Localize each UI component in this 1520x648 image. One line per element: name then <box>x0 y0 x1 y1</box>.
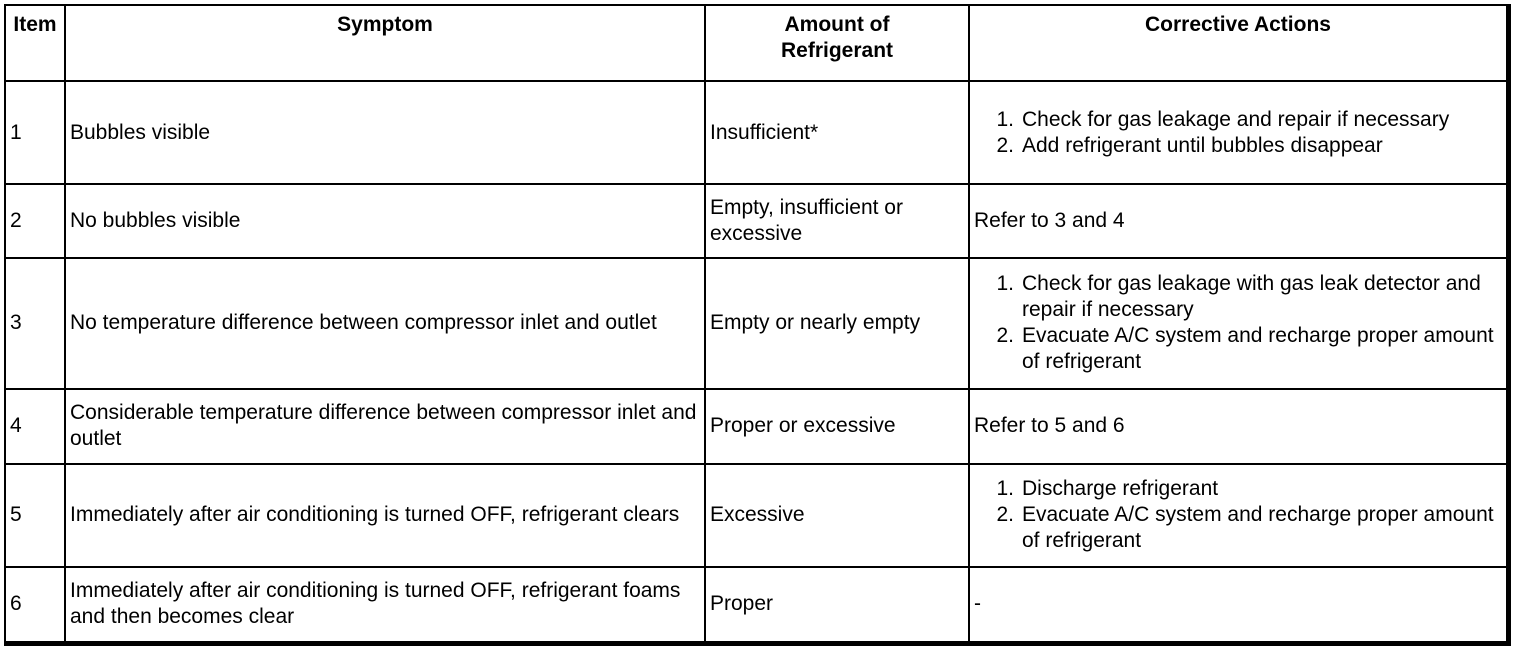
action-step <box>974 323 1502 375</box>
cell-item: 2 <box>6 184 65 258</box>
table-header-row <box>6 6 1506 81</box>
cell-amount: Empty or nearly empty <box>705 258 969 389</box>
table-row <box>6 258 1506 389</box>
step-number: 2. <box>996 133 1014 157</box>
action-step <box>974 107 1502 133</box>
cell-amount: Proper <box>705 567 969 641</box>
cell-symptom: Bubbles visible <box>65 81 705 184</box>
header-amount <box>705 6 969 81</box>
table-row <box>6 567 1506 641</box>
step-number: 1. <box>996 107 1014 131</box>
table-row <box>6 81 1506 184</box>
cell-amount: Proper or excessive <box>705 389 969 464</box>
cell-amount: Empty, insufficient or excessive <box>705 184 969 258</box>
cell-actions: - <box>969 567 1506 641</box>
cell-symptom: No temperature difference between compressor inlet and outlet <box>65 258 705 389</box>
cell-item: 4 <box>6 389 65 464</box>
step-number: 2. <box>996 503 1014 527</box>
cell-item: 3 <box>6 258 65 389</box>
step-number: 2. <box>996 324 1014 348</box>
cell-item: 6 <box>6 567 65 641</box>
header-item: Item <box>6 6 65 81</box>
cell-item: 5 <box>6 464 65 567</box>
table-row <box>6 389 1506 464</box>
cell-amount: Insufficient* <box>705 81 969 184</box>
table-row <box>6 464 1506 567</box>
step-text: Check for gas leakage with gas leak detector and repair if necessary <box>1022 272 1481 322</box>
table-row <box>6 184 1506 258</box>
step-text: Evacuate A/C system and recharge proper amount of refrigerant <box>1022 324 1494 374</box>
header-amount-line1: Amount of <box>784 13 890 36</box>
step-text: Check for gas leakage and repair if necessary <box>1022 107 1450 131</box>
action-steps <box>974 271 1502 375</box>
action-step <box>974 271 1502 323</box>
cell-symptom: No bubbles visible <box>65 184 705 258</box>
cell-actions <box>969 81 1506 184</box>
header-amount-line2: Refrigerant <box>780 39 894 62</box>
cell-symptom: Considerable temperature difference between compressor inlet and outlet <box>65 389 705 464</box>
step-number: 1. <box>996 272 1014 296</box>
cell-symptom: Immediately after air conditioning is turned OFF, refrigerant clears <box>65 464 705 567</box>
step-text: Discharge refrigerant <box>1022 477 1219 501</box>
step-number: 1. <box>996 477 1014 501</box>
header-actions: Corrective Actions <box>969 6 1506 81</box>
step-text: Evacuate A/C system and recharge proper amount of refrigerant <box>1022 503 1494 553</box>
cell-actions: Refer to 5 and 6 <box>969 389 1506 464</box>
cell-actions <box>969 258 1506 389</box>
cell-item: 1 <box>6 81 65 184</box>
refrigerant-diagnosis-table-frame <box>4 4 1511 646</box>
action-step <box>974 476 1502 502</box>
cell-symptom: Immediately after air conditioning is turned OFF, refrigerant foams and then becomes clear <box>65 567 705 641</box>
action-step <box>974 133 1502 159</box>
action-steps <box>974 107 1502 159</box>
step-text: Add refrigerant until bubbles disappear <box>1022 133 1383 157</box>
action-step <box>974 502 1502 554</box>
cell-amount: Excessive <box>705 464 969 567</box>
cell-actions: Refer to 3 and 4 <box>969 184 1506 258</box>
action-steps <box>974 476 1502 554</box>
refrigerant-diagnosis-table <box>6 6 1506 641</box>
header-symptom: Symptom <box>65 6 705 81</box>
cell-actions <box>969 464 1506 567</box>
